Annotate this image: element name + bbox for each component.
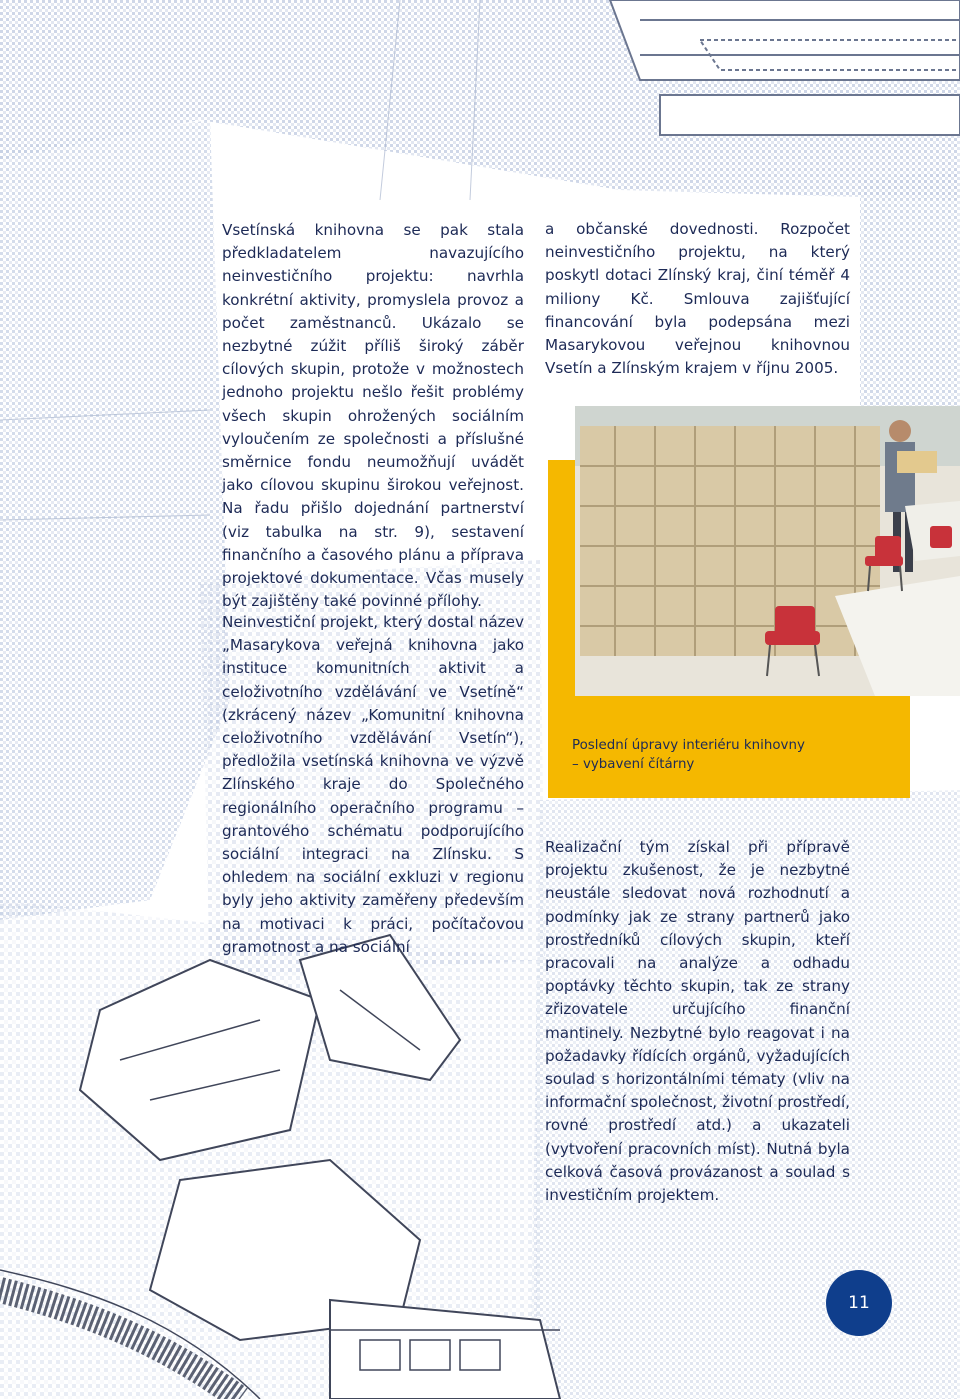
paragraph: a občanské dovednosti. Rozpočet neinvestičního projektu, na který poskytl dotaci Zlínský kraj, činí téměř 4 miliony Kč. Smlouva zajišťující financování byla podepsána mezi Masarykovou veřejnou knihovnou Vsetín a Zlínským krajem v říjnu 2005.: [545, 220, 850, 378]
paragraph: Neinvestiční projekt, který dostal název „Masarykova veřejná knihovna jako instituce komunitních aktivit a celoživotního vzdělávání ve Vsetíně“ (zkrácený název „Komunitní knihovna celoživotního vzdělávání Vsetín“), předložila vsetínská knihovna ve výzvě Zlínského kraje do Společného regionálního operačního programu – grantového schématu podporujícího sociální integraci na Zlínsku. S ohledem na sociální exkluzi v regionu byly jeho aktivity zaměřeny především na motivaci k práci, počítačovou gramotnost a na sociální: [222, 613, 524, 956]
text-column-right-bottom: [545, 836, 850, 1207]
paragraph: Vsetínská knihovna se pak stala předkladatelem navazujícího neinvestičního projektu: navrhla konkrétní aktivity, promyslela provoz a počet zaměstnanců. Ukázalo se nezbytné zúžit příliš široký záběr cílových skupin, protože v možnostech jednoho projektu nešlo řešit problémy všech skupin ohrožených sociálním vyloučením ze společnosti a příslušné směrnice fondu neumožňují uvádět jako cílovou skupinu širokou veřejnost. Na řadu přišlo dojednání partnerství (viz tabulka na str. 9), sestavení finančního a časového plánu a příprava projektové dokumentace. Včas musely být zajištěny také povinné přílohy.: [222, 221, 524, 611]
photo-caption: [572, 736, 872, 774]
caption-line: Poslední úpravy interiéru knihovny: [572, 738, 805, 753]
library-reading-room-photo: [575, 406, 960, 696]
paragraph: Realizační tým získal při přípravě projektu zkušenost, že je nezbytné neustále sledovat nová rozhodnutí a podmínky jak ze strany partnerů jako prostředníků cílových skupin, kteří pracovali na analýze a odhadu poptávky těchto skupin, tak ze strany zřizovatele určujícího finanční mantinely. Nezbytné bylo reagovat i na požadavky řídících orgánů, vyžadujících soulad s horizontálními tématy (vliv na informační společnost, životní prostředí, rovné prostředí atd.) a ukazateli (vytvoření pracovních míst). Nutná byla celková časová provázanost a soulad s investičním projektem.: [545, 838, 850, 1205]
caption-line: – vybavení čítárny: [572, 757, 695, 772]
text-column-left-bottom: [222, 611, 524, 959]
page-number: 11: [826, 1270, 892, 1336]
text-column-right-top: [545, 218, 850, 380]
text-column-left-top: [222, 219, 524, 613]
